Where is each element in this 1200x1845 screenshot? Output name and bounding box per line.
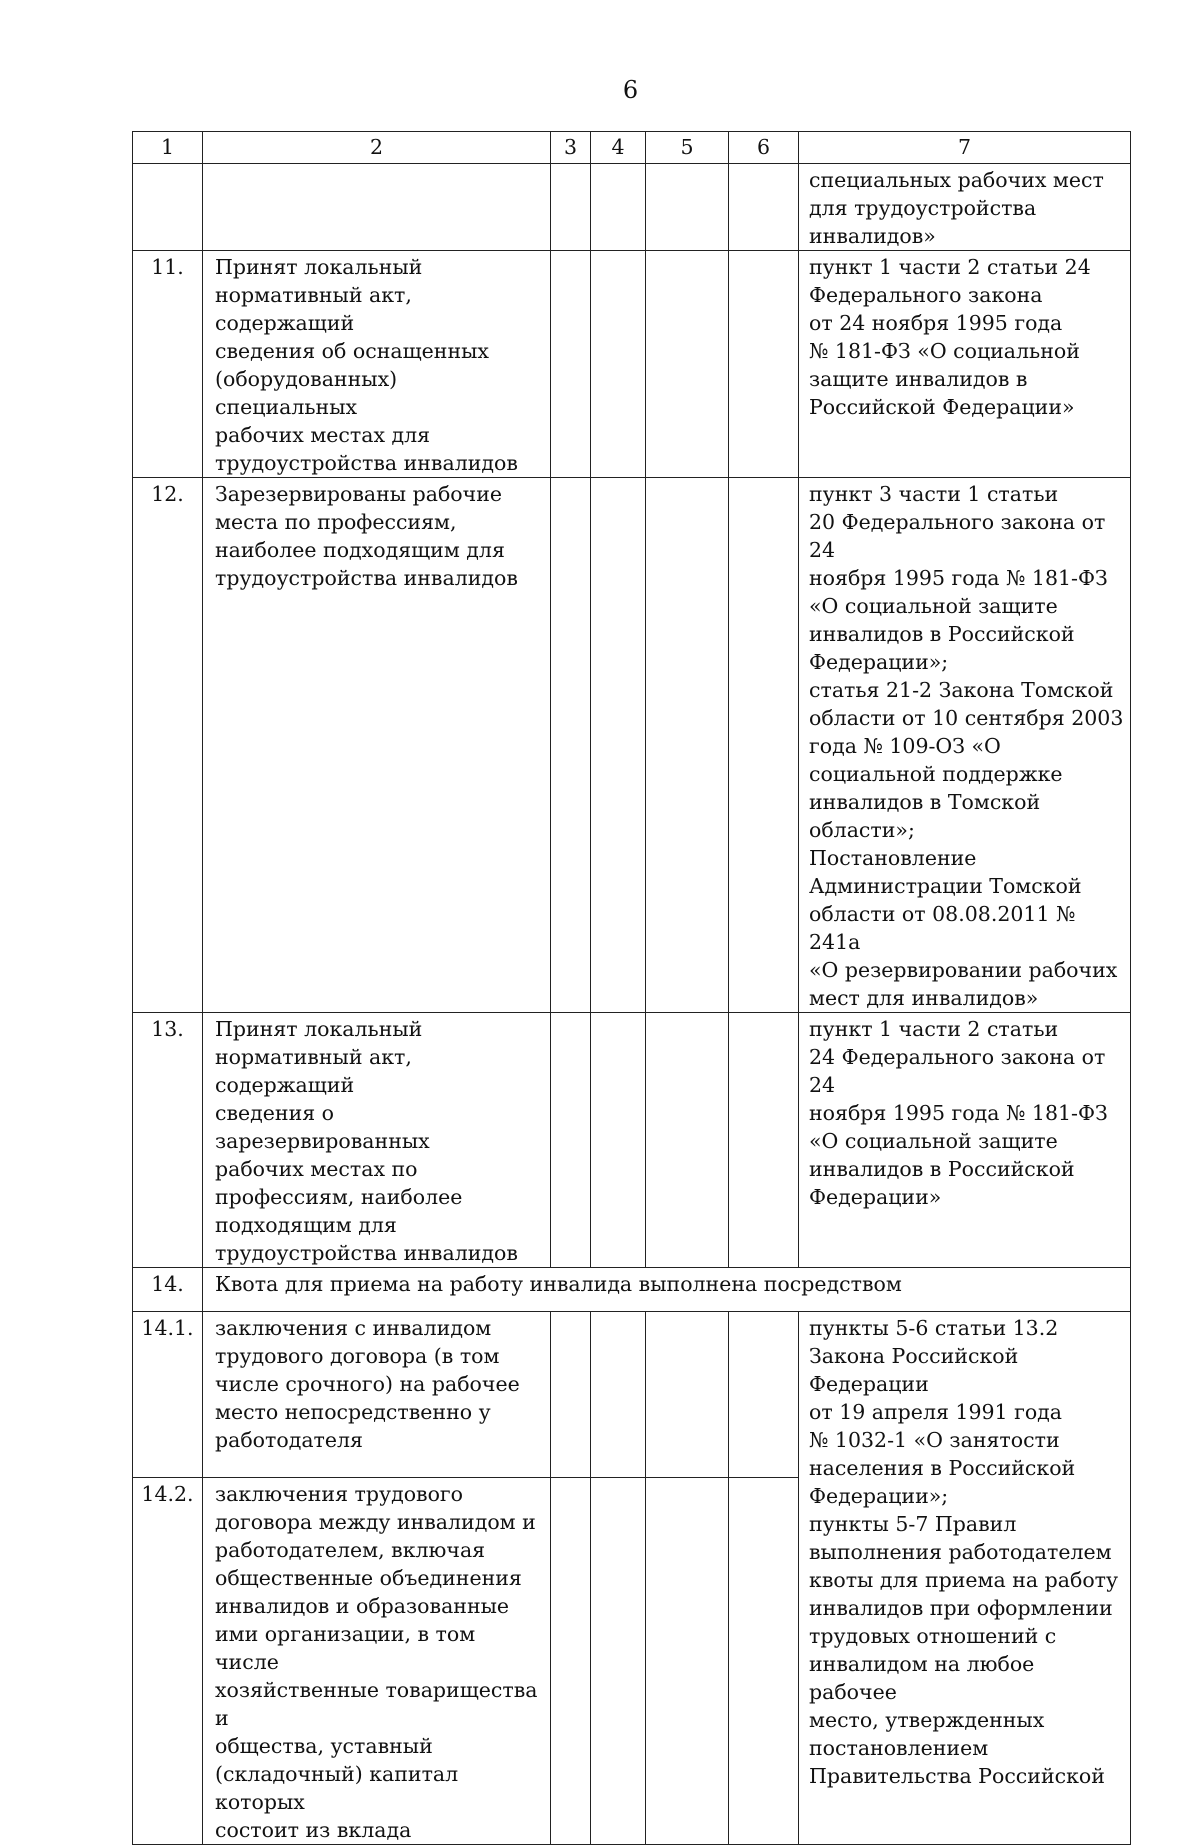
table-row	[133, 1013, 1131, 1268]
column-header: 3	[551, 132, 591, 164]
table-row	[133, 1312, 1131, 1478]
column-header: 5	[646, 132, 729, 164]
row-number: 11.	[133, 251, 203, 478]
requirement-cell: Принят локальный нормативный акт, содержащий сведения об оснащенных (оборудованных) специальных рабочих местах для трудоустройства инвалидов	[203, 251, 551, 478]
empty-cell	[729, 251, 799, 478]
table-row	[133, 251, 1131, 478]
empty-cell	[591, 1478, 646, 1845]
row-number: 14.2.	[133, 1478, 203, 1845]
table-row	[133, 478, 1131, 1013]
section-title: Квота для приема на работу инвалида выполнена посредством	[203, 1268, 1131, 1312]
empty-cell	[551, 478, 591, 1013]
legal-reference-cell: пункты 5-6 статьи 13.2 Закона Российской Федерации от 19 апреля 1991 года № 1032-1 «О занятости населения в Российской Федерации»; пункты 5-7 Правил выполнения работодателем квоты для приема на работу инвалидов при оформлении трудовых отношений с инвалидом на любое рабочее место, утвержденных постановлением Правительства Российской	[799, 1312, 1131, 1845]
empty-cell	[729, 1013, 799, 1268]
column-header: 1	[133, 132, 203, 164]
legal-reference-cell: пункт 1 части 2 статьи 24 Федерального закона от 24 ноября 1995 года № 181-ФЗ «О социальной защите инвалидов в Российской Федерации»	[799, 1013, 1131, 1268]
empty-cell	[551, 251, 591, 478]
empty-cell	[646, 251, 729, 478]
checklist-table	[132, 131, 1131, 1845]
empty-cell	[646, 1312, 729, 1478]
requirement-cell: Зарезервированы рабочие места по профессиям, наиболее подходящим для трудоустройства инвалидов	[203, 478, 551, 1013]
legal-reference-cell: специальных рабочих мест для трудоустройства инвалидов»	[799, 164, 1131, 251]
empty-cell	[729, 164, 799, 251]
legal-reference-cell: пункт 3 части 1 статьи 20 Федерального закона от 24 ноября 1995 года № 181-ФЗ «О социальной защите инвалидов в Российской Федерации»; статья 21-2 Закона Томской области от 10 сентября 2003 года № 109-ОЗ «О социальной поддержке инвалидов в Томской области»; Постановление Администрации Томской области от 08.08.2011 № 241а «О резервировании рабочих мест для инвалидов»	[799, 478, 1131, 1013]
empty-cell	[646, 1478, 729, 1845]
empty-cell	[551, 1478, 591, 1845]
row-number: 12.	[133, 478, 203, 1013]
section-row	[133, 1268, 1131, 1312]
empty-cell	[551, 1013, 591, 1268]
empty-cell	[646, 478, 729, 1013]
table-row	[133, 164, 1131, 251]
header-row	[133, 132, 1131, 164]
empty-cell	[551, 164, 591, 251]
empty-cell	[729, 1312, 799, 1478]
empty-cell	[591, 478, 646, 1013]
requirement-cell: заключения с инвалидом трудового договора (в том числе срочного) на рабочее место непосредственно у работодателя	[203, 1312, 551, 1478]
empty-cell	[591, 1013, 646, 1268]
legal-reference-cell: пункт 1 части 2 статьи 24 Федерального закона от 24 ноября 1995 года № 181-ФЗ «О социальной защите инвалидов в Российской Федерации»	[799, 251, 1131, 478]
empty-cell	[646, 164, 729, 251]
requirement-cell	[203, 164, 551, 251]
row-number: 14.	[133, 1268, 203, 1312]
row-number: 13.	[133, 1013, 203, 1268]
empty-cell	[729, 1478, 799, 1845]
empty-cell	[591, 1312, 646, 1478]
empty-cell	[646, 1013, 729, 1268]
column-header: 7	[799, 132, 1131, 164]
requirement-cell: заключения трудового договора между инвалидом и работодателем, включая общественные объединения инвалидов и образованные ими организации, в том числе хозяйственные товарищества и общества, уставный (складочный) капитал которых состоит из вклада	[203, 1478, 551, 1845]
column-header: 4	[591, 132, 646, 164]
empty-cell	[551, 1312, 591, 1478]
empty-cell	[729, 478, 799, 1013]
page-number: 6	[622, 76, 639, 104]
column-header: 6	[729, 132, 799, 164]
column-header: 2	[203, 132, 551, 164]
row-number	[133, 164, 203, 251]
requirement-cell: Принят локальный нормативный акт, содержащий сведения о зарезервированных рабочих местах по профессиям, наиболее подходящим для трудоустройства инвалидов	[203, 1013, 551, 1268]
empty-cell	[591, 251, 646, 478]
empty-cell	[591, 164, 646, 251]
row-number: 14.1.	[133, 1312, 203, 1478]
